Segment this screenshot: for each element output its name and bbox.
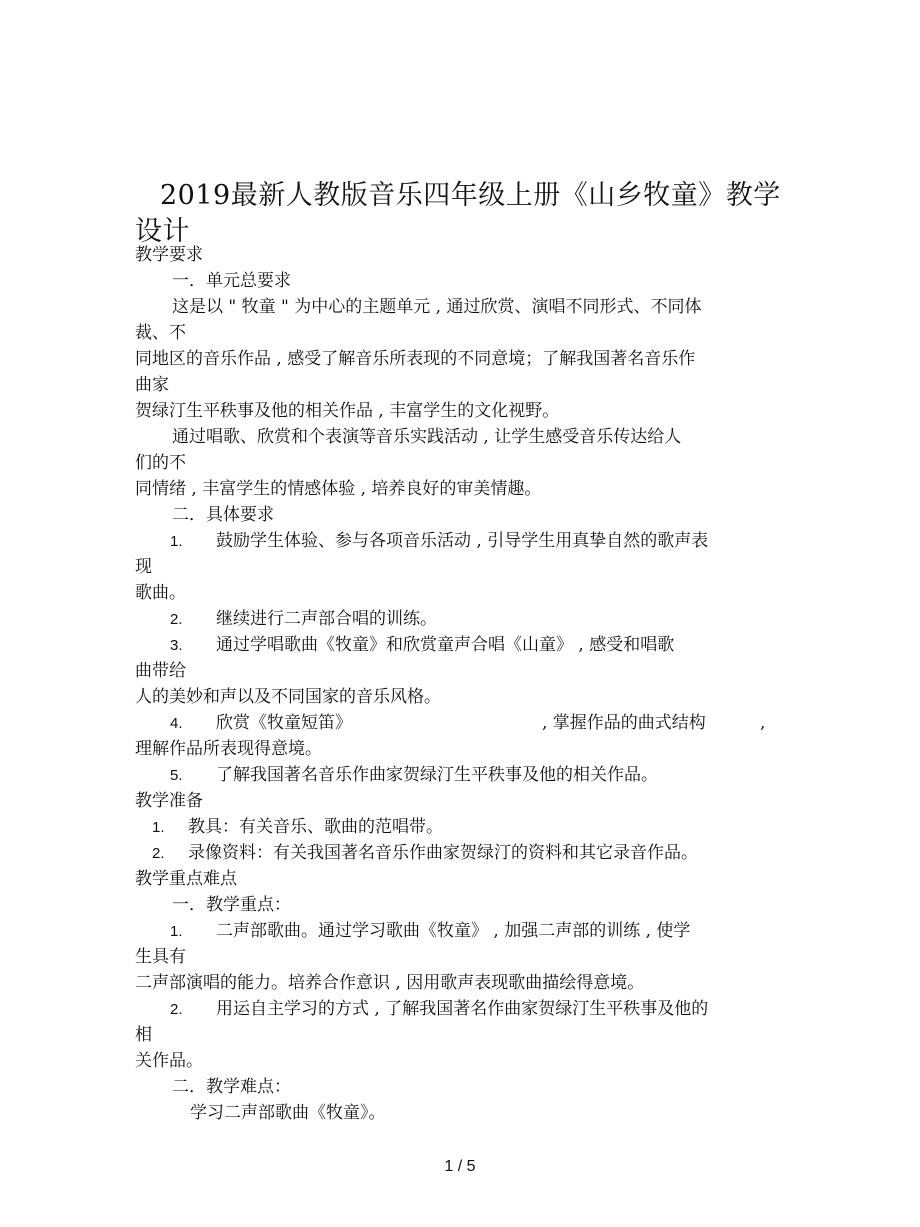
paragraph-line: 这是以 " 牧童 " 为中心的主题单元 , 通过欣赏、演唱不同形式、不同体 [172, 297, 702, 317]
paragraph-line: 同地区的音乐作品 , 感受了解音乐所表现的不同意境；了解我国著名音乐作 [135, 349, 696, 369]
list-item [170, 711, 352, 736]
list-text-comma: , [760, 713, 766, 733]
list-number: 5. [170, 767, 183, 784]
paragraph-line: 学习二声部歌曲《牧童》。 [190, 1103, 386, 1123]
paragraph-line: 二声部演唱的能力。培养合作意识 , 因用歌声表现歌曲描绘得意境。 [135, 973, 645, 993]
list-number: 3. [170, 637, 183, 654]
list-number: 1. [152, 819, 165, 836]
list-text: 继续进行二声部合唱的训练。 [216, 609, 437, 629]
list-text: 用运自主学习的方式 , 了解我国著名作曲家贺绿汀生平秩事及他的 [216, 999, 709, 1019]
paragraph-line: 曲家 [135, 375, 169, 395]
subheading-specific-requirements: 二．具体要求 [172, 505, 274, 525]
paragraph-line: 生具有 [135, 947, 186, 967]
list-number: 4. [170, 715, 183, 732]
section-heading-requirements: 教学要求 [135, 245, 203, 265]
paragraph-line: 人的美妙和声以及不同国家的音乐风格。 [135, 687, 441, 707]
paragraph-line: 曲带给 [135, 661, 186, 681]
list-text-continued: , 掌握作品的曲式结构 [542, 713, 706, 733]
subheading-difficult-points: 二．教学难点： [172, 1077, 291, 1097]
list-text: 了解我国著名音乐作曲家贺绿汀生平秩事及他的相关作品。 [216, 765, 658, 785]
subheading-key-points: 一．教学重点： [172, 895, 291, 915]
list-item [152, 841, 698, 866]
list-number: 1. [170, 533, 183, 550]
paragraph-line: 裁、不 [135, 323, 186, 343]
list-number: 2. [170, 611, 183, 628]
paragraph-line: 相 [135, 1025, 152, 1045]
list-text: 通过学唱歌曲《牧童》和欣赏童声合唱《山童》 , 感受和唱歌 [216, 635, 675, 655]
paragraph-line: 通过唱歌、欣赏和个表演等音乐实践活动 , 让学生感受音乐传达给人 [172, 427, 682, 447]
paragraph-line: 关作品。 [135, 1051, 203, 1071]
list-item [152, 815, 443, 840]
list-text: 二声部歌曲。通过学习歌曲《牧童》 , 加强二声部的训练 , 使学 [216, 921, 691, 941]
subheading-unit-requirements: 一．单元总要求 [172, 271, 291, 291]
paragraph-line: 现 [135, 557, 152, 577]
list-text: 录像资料：有关我国著名音乐作曲家贺绿汀的资料和其它录音作品。 [188, 843, 698, 863]
list-item [170, 763, 658, 788]
list-text: 鼓励学生体验、参与各项音乐活动 , 引导学生用真挚自然的歌声表 [216, 531, 709, 551]
paragraph-line: 理解作品所表现得意境。 [135, 739, 322, 759]
section-heading-focus: 教学重点难点 [135, 869, 237, 889]
list-item [170, 633, 674, 658]
list-number: 2. [170, 1001, 183, 1018]
list-item [170, 607, 437, 632]
list-item [170, 919, 690, 944]
page-number: 1 / 5 [444, 1158, 476, 1175]
document-title: 2019最新人教版音乐四年级上册《山乡牧童》教学设计 [135, 180, 781, 247]
list-item [170, 997, 708, 1022]
list-item [170, 529, 708, 554]
paragraph-line: 歌曲。 [135, 583, 186, 603]
section-heading-preparation: 教学准备 [135, 791, 203, 811]
paragraph-line: 们的不 [135, 453, 186, 473]
list-number: 1. [170, 923, 183, 940]
list-text: 教具：有关音乐、歌曲的范唱带。 [188, 817, 443, 837]
paragraph-line: 贺绿汀生平秩事及他的相关作品 , 丰富学生的文化视野。 [135, 401, 560, 421]
list-number: 2. [152, 845, 165, 862]
list-text: 欣赏《牧童短笛》 [216, 713, 352, 733]
paragraph-line: 同情绪 , 丰富学生的情感体验 , 培养良好的审美情趣。 [135, 479, 542, 499]
